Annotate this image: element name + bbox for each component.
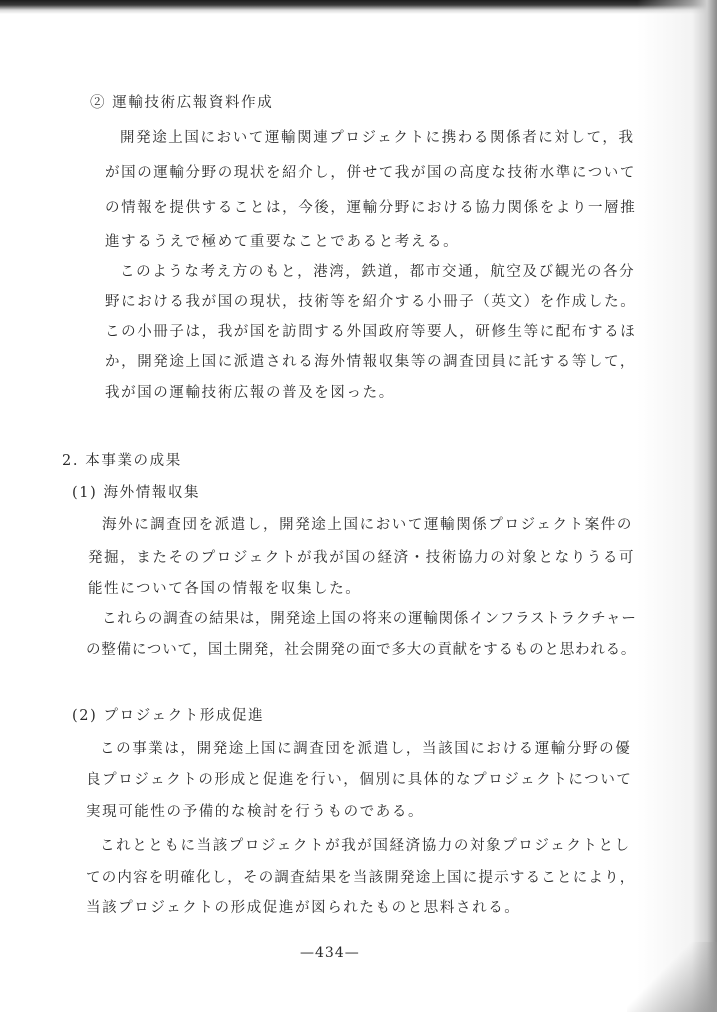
item-heading: ② 運輸技術広報資料作成 bbox=[90, 95, 274, 111]
paragraph-line: 当該プロジェクトの形成促進が図られたものと思料される。 bbox=[86, 900, 521, 916]
paragraph-line: これらの調査の結果は，開発途上国の将来の運輸関係インフラストラクチャー bbox=[102, 611, 637, 627]
paragraph-line: 開発途上国において運輸関連プロジェクトに携わる関係者に対して，我 bbox=[120, 130, 635, 146]
section-heading: 2. 本事業の成果 bbox=[62, 453, 182, 469]
paragraph-line: 進するうえで極めて重要なことであると考える。 bbox=[105, 234, 460, 250]
paragraph-line: この事業は，開発途上国に調査団を派遣し，当該国における運輸分野の優 bbox=[100, 741, 632, 757]
paragraph-line: 良プロジェクトの形成と促進を行い，個別に具体的なプロジェクトについて bbox=[86, 772, 633, 788]
paragraph-line: の情報を提供することは，今後，運輸分野における協力関係をより一層推 bbox=[105, 200, 637, 216]
paragraph-line: ての内容を明確化し，その調査結果を当該開発途上国に提示することにより， bbox=[86, 870, 636, 886]
paragraph-line: このような考え方のもと，港湾，鉄道，都市交通，航空及び観光の各分 bbox=[120, 264, 636, 280]
scan-corner-shadow bbox=[627, 942, 717, 1012]
paragraph-line: の整備について，国土開発，社会開発の面で多大の貢献をするものと思われる。 bbox=[86, 642, 637, 658]
paragraph-line: 発掘，またそのプロジェクトが我が国の経済・技術協力の対象となりうる可 bbox=[88, 550, 636, 566]
page-number: —434— bbox=[300, 945, 360, 961]
paragraph-line: 我が国の運輸技術広報の普及を図った。 bbox=[105, 385, 395, 401]
paragraph-line: が国の運輸分野の現状を紹介し，併せて我が国の高度な技術水準について bbox=[105, 165, 637, 181]
scan-shadow-right bbox=[637, 0, 717, 1012]
paragraph-line: 海外に調査団を派遣し，開発途上国において運輸関係プロジェクト案件の bbox=[102, 517, 634, 533]
scan-shadow-top bbox=[0, 0, 717, 14]
paragraph-line: これとともに当該プロジェクトが我が国経済協力の対象プロジェクトとし bbox=[100, 838, 631, 854]
paragraph-line: 野における我が国の現状，技術等を紹介する小冊子（英文）を作成した。 bbox=[105, 294, 637, 310]
paragraph-line: 能性について各国の情報を収集した。 bbox=[88, 581, 362, 597]
subsection-heading: (2) プロジェクト形成促進 bbox=[72, 708, 265, 724]
subsection-heading: (1) 海外情報収集 bbox=[72, 485, 201, 501]
paragraph-line: 実現可能性の予備的な検討を行うものである。 bbox=[86, 804, 425, 820]
paragraph-line: この小冊子は，我が国を訪問する外国政府等要人，研修生等に配布するほ bbox=[105, 324, 637, 340]
paragraph-line: か，開発途上国に派遣される海外情報収集等の調査団員に託する等して， bbox=[105, 354, 637, 370]
